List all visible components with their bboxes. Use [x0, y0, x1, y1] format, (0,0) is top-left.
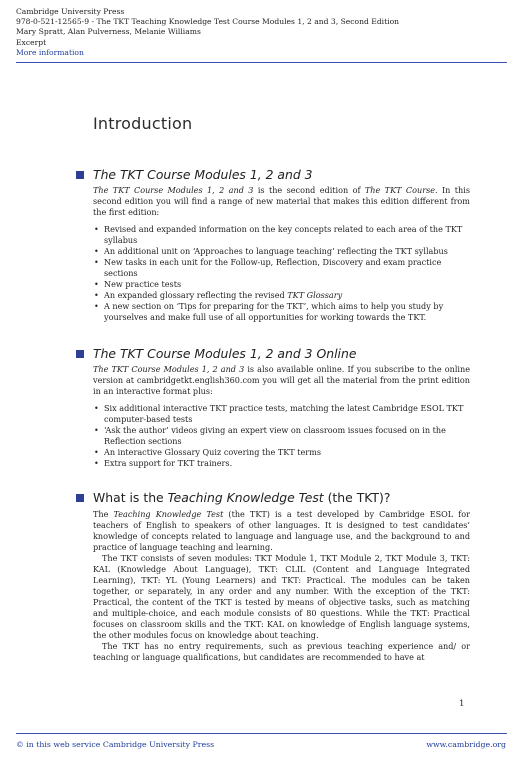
header-divider — [16, 62, 507, 63]
page-number: 1 — [459, 699, 465, 709]
section-course-online — [76, 346, 470, 469]
more-information-link[interactable]: More information — [16, 47, 84, 57]
excerpt-label: Excerpt — [16, 37, 47, 47]
list-item: • Revised and expanded information on the key concepts related to each area of the TKT syllabus — [93, 224, 470, 246]
section-intro-paragraph: The TKT Course Modules 1, 2 and 3 is also available online. If you subscribe to the online version at cambridgetkt.english360.com you will get all the material from the print edition in an interactive format plus: — [93, 364, 471, 396]
list-item: • New tasks in each unit for the Follow-up, Reflection, Discovery and exam practice sections — [93, 257, 470, 279]
section-intro-paragraph: The TKT Course Modules 1, 2 and 3 is the second edition of The TKT Course. In this second edition you will find a range of new material that makes this edition different from the first edition: — [93, 185, 470, 217]
list-item: • Six additional interactive TKT practice tests, matching the latest Cambridge ESOL TKT computer-based tests — [93, 403, 470, 425]
body-paragraph: The TKT has no entry requirements, such as previous teaching experience and/ or teaching or language qualifications, but candidates are recommended to have at — [93, 641, 470, 662]
footer-website-link[interactable]: www.cambridge.org — [426, 740, 506, 749]
list-item: • An expanded glossary reflecting the revised TKT Glossary — [93, 290, 470, 301]
body-paragraph: The Teaching Knowledge Test (the TKT) is a test developed by Cambridge ESOL for teachers of English to speakers of other languages. It is designed to test candidates’ knowledge of concepts related to language and language use, and the background to and practice of language teaching and learning. — [93, 509, 470, 552]
page-header — [16, 7, 399, 58]
list-item: • ‘Ask the author’ videos giving an expert view on classroom issues focused on in the Reflection sections — [93, 425, 470, 447]
section-course-modules — [76, 167, 470, 323]
list-item: • An interactive Glossary Quiz covering the TKT terms — [93, 447, 470, 458]
section-heading: What is the Teaching Knowledge Test (the TKT)? — [76, 490, 470, 506]
list-item: • Extra support for TKT trainers. — [93, 458, 470, 469]
section-heading: The TKT Course Modules 1, 2 and 3 Online — [76, 346, 470, 362]
footer-copyright: © in this web service Cambridge University Press — [16, 740, 215, 749]
footer-divider — [16, 733, 507, 734]
chapter-title: Introduction — [93, 114, 193, 133]
section-what-is-tkt — [76, 490, 470, 663]
section-heading: The TKT Course Modules 1, 2 and 3 — [76, 167, 470, 183]
section-marker-square — [76, 494, 84, 502]
authors-line: Mary Spratt, Alan Pulverness, Melanie Williams — [16, 27, 201, 37]
isbn-title-line: 978-0-521-12565-9 - The TKT Teaching Knowledge Test Course Modules 1, 2 and 3, Second Edition — [16, 17, 400, 27]
section-marker-square — [76, 171, 84, 179]
bullet-list — [76, 403, 470, 469]
list-item: • An additional unit on ‘Approaches to language teaching’ reflecting the TKT syllabus — [93, 246, 470, 257]
section-marker-square — [76, 350, 84, 358]
body-paragraph: The TKT consists of seven modules: TKT Module 1, TKT Module 2, TKT Module 3, TKT: KAL (Knowledge About Language), TKT: CLIL (Content and Language Integrated Learning), TKT: YL (Young Learners) and TKT: Practical. The modules can be taken together, or separately, in any order and any number. With the exception of the TKT: Practical, the content of the TKT is tested by means of objective tasks, such as matching and multiple-choice, and each module consists of 80 questions. While the TKT: Practical focuses on classroom skills and the TKT: KAL on knowledge of English language systems, the other modules focus on knowledge about teaching. — [93, 553, 470, 640]
bullet-list — [76, 224, 470, 323]
publisher-name: Cambridge University Press — [16, 7, 125, 16]
list-item: • New practice tests — [93, 279, 470, 290]
list-item: • A new section on ‘Tips for preparing for the TKT’, which aims to help you study by yourselves and make full use of all opportunities for working towards the TKT. — [93, 301, 470, 323]
